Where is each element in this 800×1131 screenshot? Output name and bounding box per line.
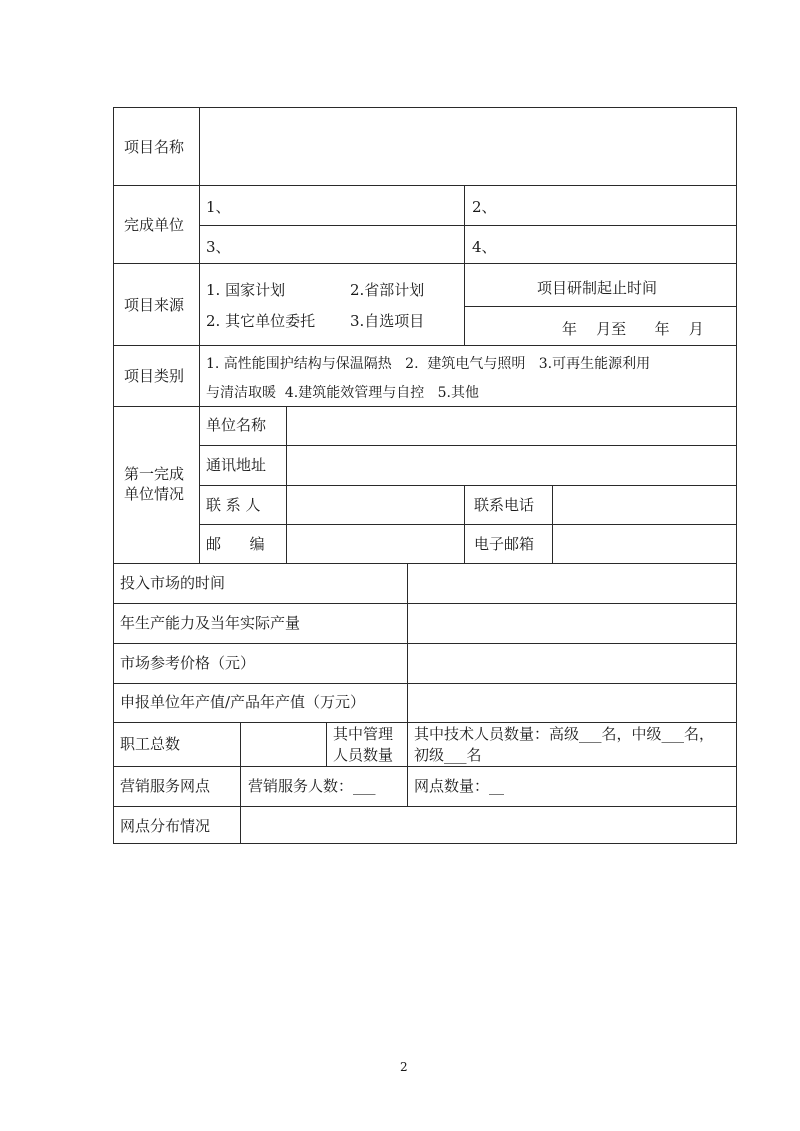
tech-staff-line-2: 初级___名 <box>414 746 482 764</box>
tech-staff-line-1: 其中技术人员数量：高级___名，中级___名， <box>414 725 715 743</box>
completing-units-label: 完成单位 <box>124 216 185 234</box>
source-option-provincial[interactable]: 2.省部计划 <box>350 281 425 299</box>
address-label: 通讯地址 <box>206 456 267 474</box>
project-name-label: 项目名称 <box>124 138 185 156</box>
output-value-label: 申报单位年产值/产品年产值（万元） <box>120 693 366 711</box>
market-entry-label: 投入市场的时间 <box>120 574 226 592</box>
source-option-self[interactable]: 3.自选项目 <box>350 312 425 330</box>
postcode-label: 邮 编 <box>206 535 265 553</box>
project-period-value[interactable]: 年 月至 年 月 <box>562 320 704 338</box>
source-option-national[interactable]: 1. 国家计划 <box>206 281 286 299</box>
completing-unit-4[interactable]: 4、 <box>472 238 497 256</box>
project-category-line-2: 与清洁取暖 4.建筑能效管理与自控 5.其他 <box>206 385 479 401</box>
price-label: 市场参考价格（元） <box>120 654 256 672</box>
source-option-commissioned[interactable]: 2. 其它单位委托 <box>206 312 316 330</box>
first-unit-label-line-2: 单位情况 <box>124 485 185 503</box>
first-unit-label-line-1: 第一完成 <box>124 465 185 483</box>
outlet-count[interactable]: 网点数量：__ <box>414 777 505 795</box>
project-category-label: 项目类别 <box>124 367 185 385</box>
completing-unit-2[interactable]: 2、 <box>472 198 497 216</box>
email-label: 电子邮箱 <box>474 535 535 553</box>
contact-person-label: 联 系 人 <box>206 496 261 514</box>
phone-label: 联系电话 <box>474 496 535 514</box>
page-number: 2 <box>400 1060 408 1074</box>
completing-unit-1[interactable]: 1、 <box>206 198 231 216</box>
project-category-line-1: 1. 高性能围护结构与保温隔热 2. 建筑电气与照明 3.可再生能源利用 <box>206 356 651 372</box>
mgmt-staff-label-line-1: 其中管理 <box>333 725 394 743</box>
staff-total-label: 职工总数 <box>120 735 181 753</box>
capacity-label: 年生产能力及当年实际产量 <box>120 614 301 632</box>
completing-unit-3[interactable]: 3、 <box>206 238 231 256</box>
project-source-label: 项目来源 <box>124 296 185 314</box>
project-period-label: 项目研制起止时间 <box>537 279 658 297</box>
distribution-label: 网点分布情况 <box>120 817 211 835</box>
sales-network-label: 营销服务网点 <box>120 777 211 795</box>
mgmt-staff-label-line-2: 人员数量 <box>333 746 394 764</box>
unit-name-label: 单位名称 <box>206 416 267 434</box>
sales-staff-count[interactable]: 营销服务人数：___ <box>248 777 376 795</box>
